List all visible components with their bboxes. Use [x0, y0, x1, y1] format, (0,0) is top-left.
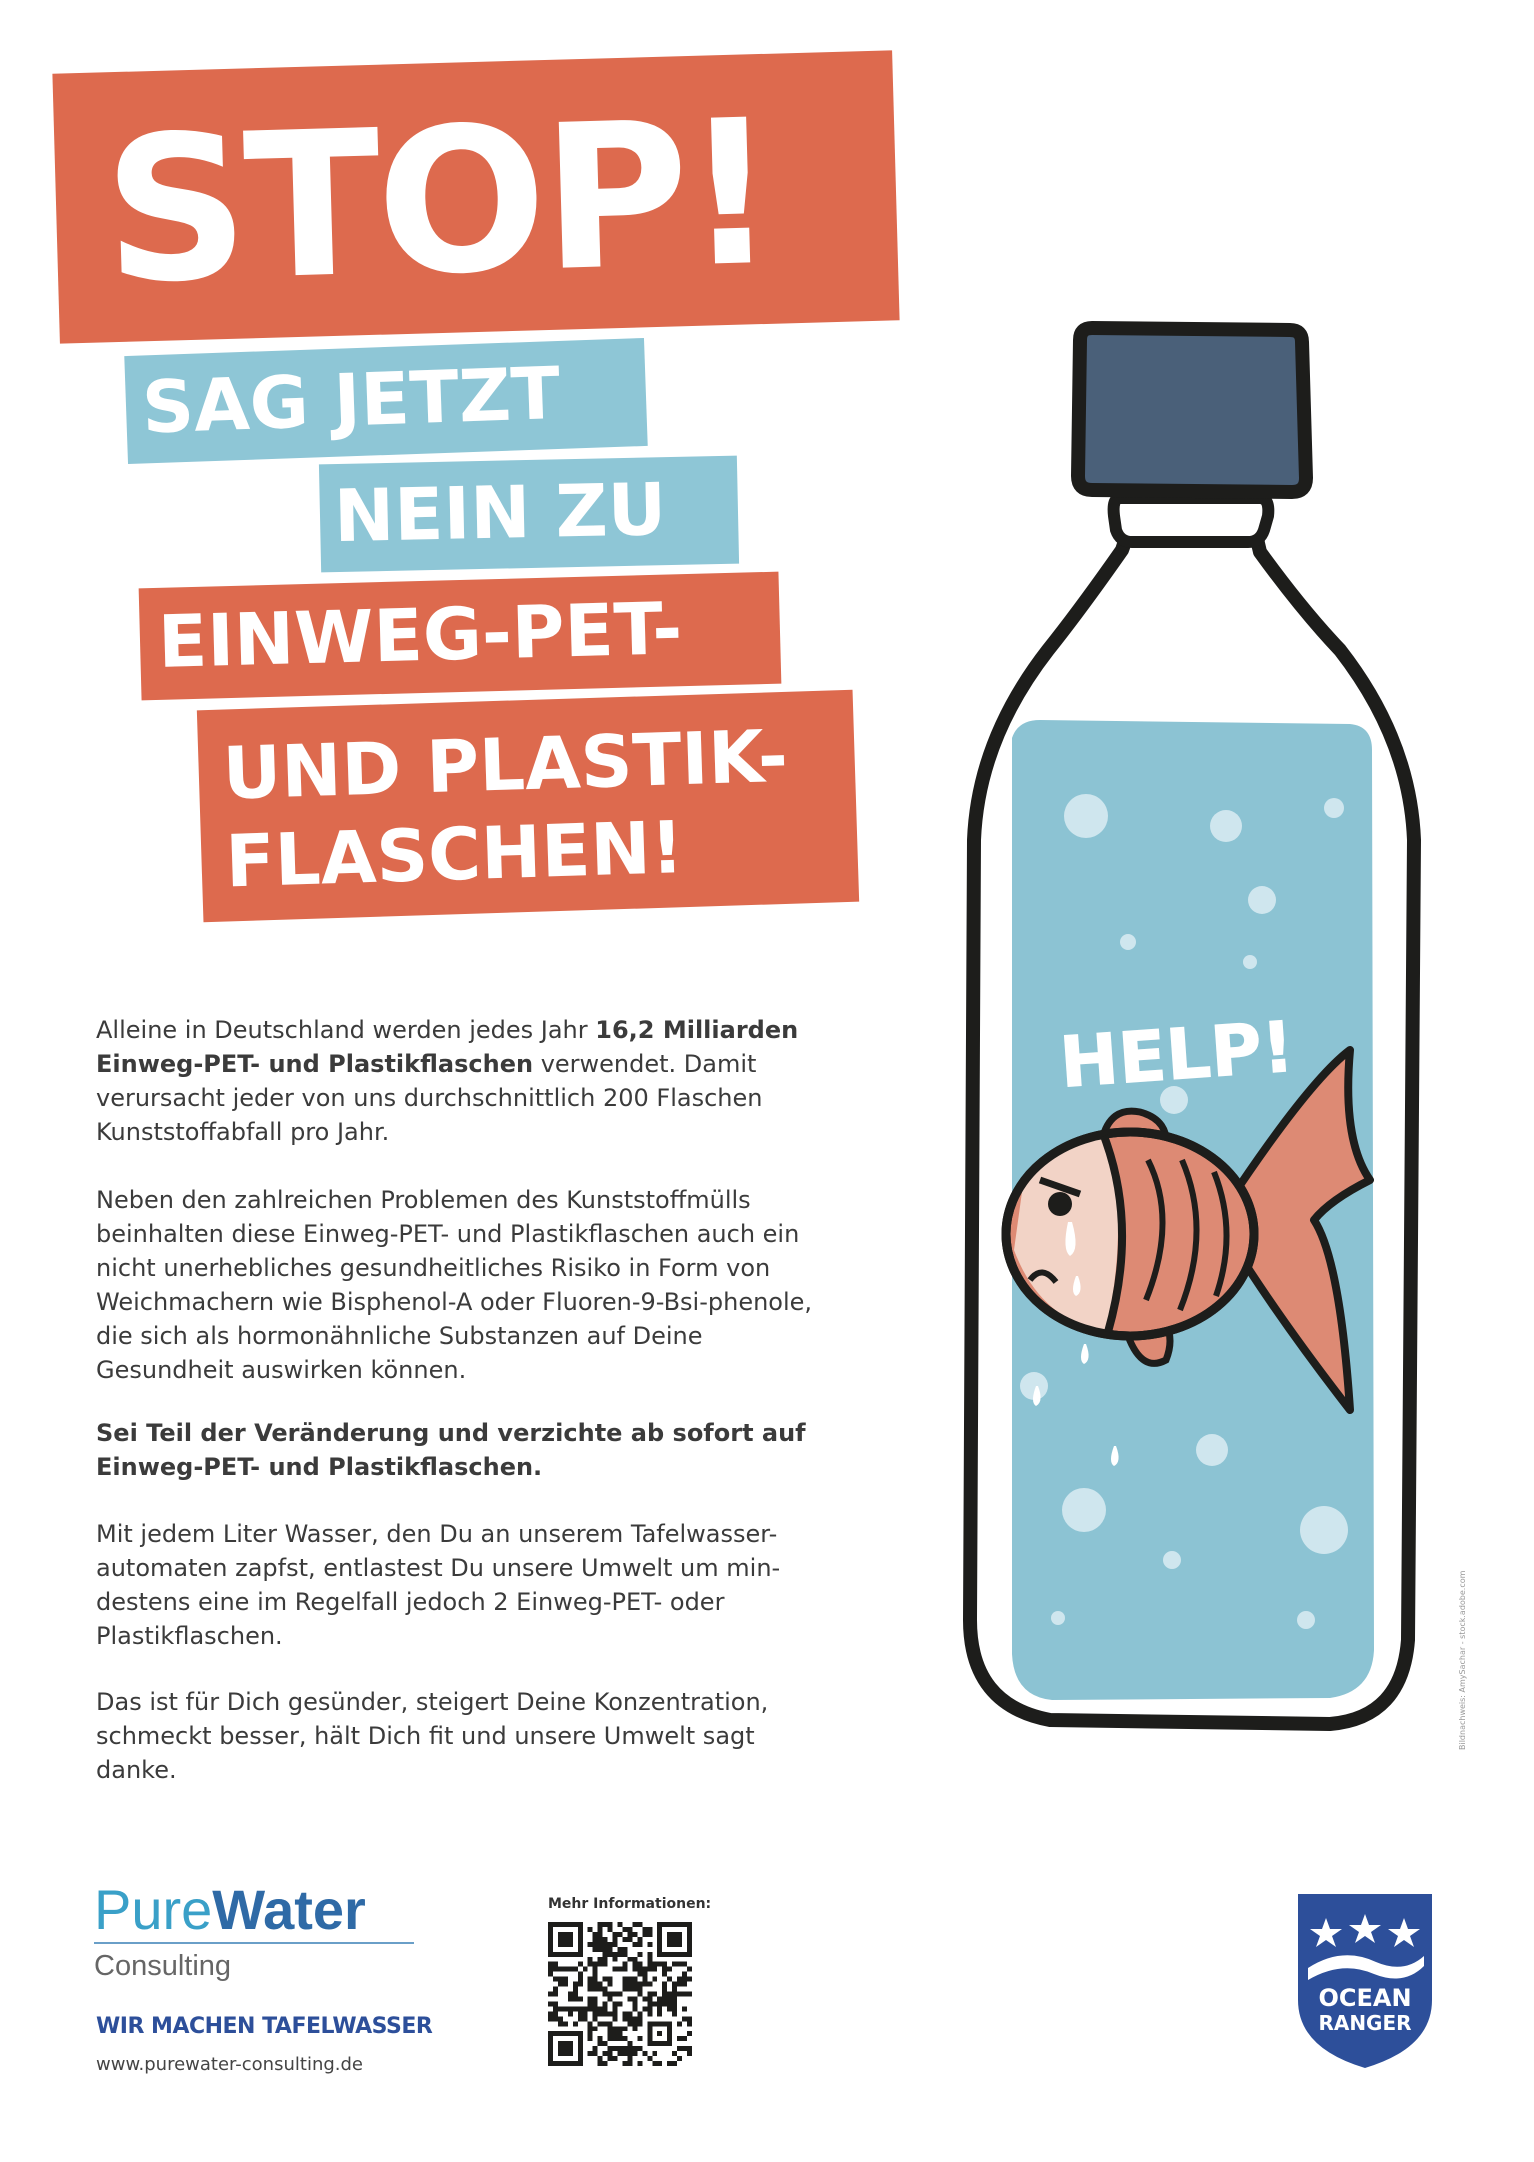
paragraph-statistics-text-b: verwendet. Damit verursacht jeder von uns durchschnittlich 200 Flaschen Kunststoffabfall pro Jahr.	[96, 1050, 763, 1146]
headline-line-4: UND PLASTIK-	[221, 713, 789, 816]
bubble	[1196, 1434, 1228, 1466]
headline-line-2: NEIN ZU	[333, 467, 668, 559]
paragraph-water-dispenser: Mit jedem Liter Wasser, den Du an unserem Tafelwasser-automaten zapfst, entlastest Du unsere Umwelt um min-destens eine im Regelfall jedoch 2 Einweg-PET- oder Plastikflaschen.	[96, 1520, 781, 1650]
badge-line-2: RANGER	[1318, 2011, 1412, 2035]
badge-line-1: OCEAN	[1318, 1984, 1412, 2012]
bubble	[1243, 955, 1257, 969]
qr-code[interactable]	[548, 1922, 692, 2066]
bubble	[1248, 886, 1276, 914]
bottle-cap	[1078, 328, 1306, 492]
ocean-ranger-badge	[1292, 1888, 1438, 2072]
bottle-neck-ring	[1114, 498, 1269, 542]
paragraph-statistics-text-a: Alleine in Deutschland werden jedes Jahr	[96, 1016, 596, 1044]
headline-banner-sag	[124, 338, 647, 464]
paragraph-call-to-action: Sei Teil der Veränderung und verzichte ab sofort auf Einweg-PET- und Plastikflaschen.	[96, 1419, 806, 1481]
bubble	[1297, 1611, 1315, 1629]
headline-line-3: EINWEG-PET-	[156, 586, 684, 684]
bubble	[1210, 810, 1242, 842]
image-credit: Bildnachweis: AmySachar - stock.adobe.com	[1458, 1570, 1467, 1750]
help-text: HELP!	[1057, 1005, 1297, 1104]
paragraph-statistics	[96, 1013, 816, 1149]
paragraph-health-risk: Neben den zahlreichen Problemen des Kunststoffmülls beinhalten diese Einweg-PET- und Plastikflaschen auch ein nicht unerhebliches gesundheitliches Risiko in Form von Weichmachern wie Bisphenol-A oder Fluoren-9-Bsi-phenole, die sich als hormonähnliche Substanzen auf Deine Gesundheit auswirken können.	[96, 1186, 813, 1384]
logo-subtitle: Consulting	[94, 1950, 232, 1982]
headline-banner-einweg	[139, 572, 782, 701]
logo-pure: Pure	[94, 1878, 213, 1941]
qr-label: Mehr Informationen:	[548, 1896, 712, 1912]
paragraph-statistics-bold: 16,2 Milliarden Einweg-PET- und Plastikflaschen	[96, 1016, 799, 1078]
tagline: WIR MACHEN TAFELWASSER	[96, 2014, 433, 2039]
purewater-logo	[94, 1880, 434, 1983]
bubble	[1120, 934, 1136, 950]
stop-heading: STOP!	[101, 76, 776, 329]
bubble	[1062, 1488, 1106, 1532]
headline-banner-nein	[319, 456, 739, 573]
logo-water: Water	[212, 1878, 366, 1941]
bubble	[1163, 1551, 1181, 1569]
headline-banner-plastik	[197, 690, 859, 923]
logo-divider	[94, 1942, 414, 1944]
bubble	[1064, 794, 1108, 838]
bubble	[1051, 1611, 1065, 1625]
bottle-highlight	[990, 860, 992, 1620]
website-link[interactable]: www.purewater-consulting.de	[96, 2054, 363, 2075]
headline-line-1: SAG JETZT	[140, 350, 562, 450]
bubble	[1300, 1506, 1348, 1554]
stop-banner	[52, 50, 899, 343]
headline-line-5: FLASCHEN!	[224, 805, 685, 904]
paragraph-benefits: Das ist für Dich gesünder, steigert Deine Konzentration, schmeckt besser, hält Dich fit und unsere Umwelt sagt danke.	[96, 1688, 769, 1784]
bottle-illustration	[930, 320, 1450, 1770]
bubble	[1324, 798, 1344, 818]
logo-wordmark	[94, 1880, 434, 1940]
